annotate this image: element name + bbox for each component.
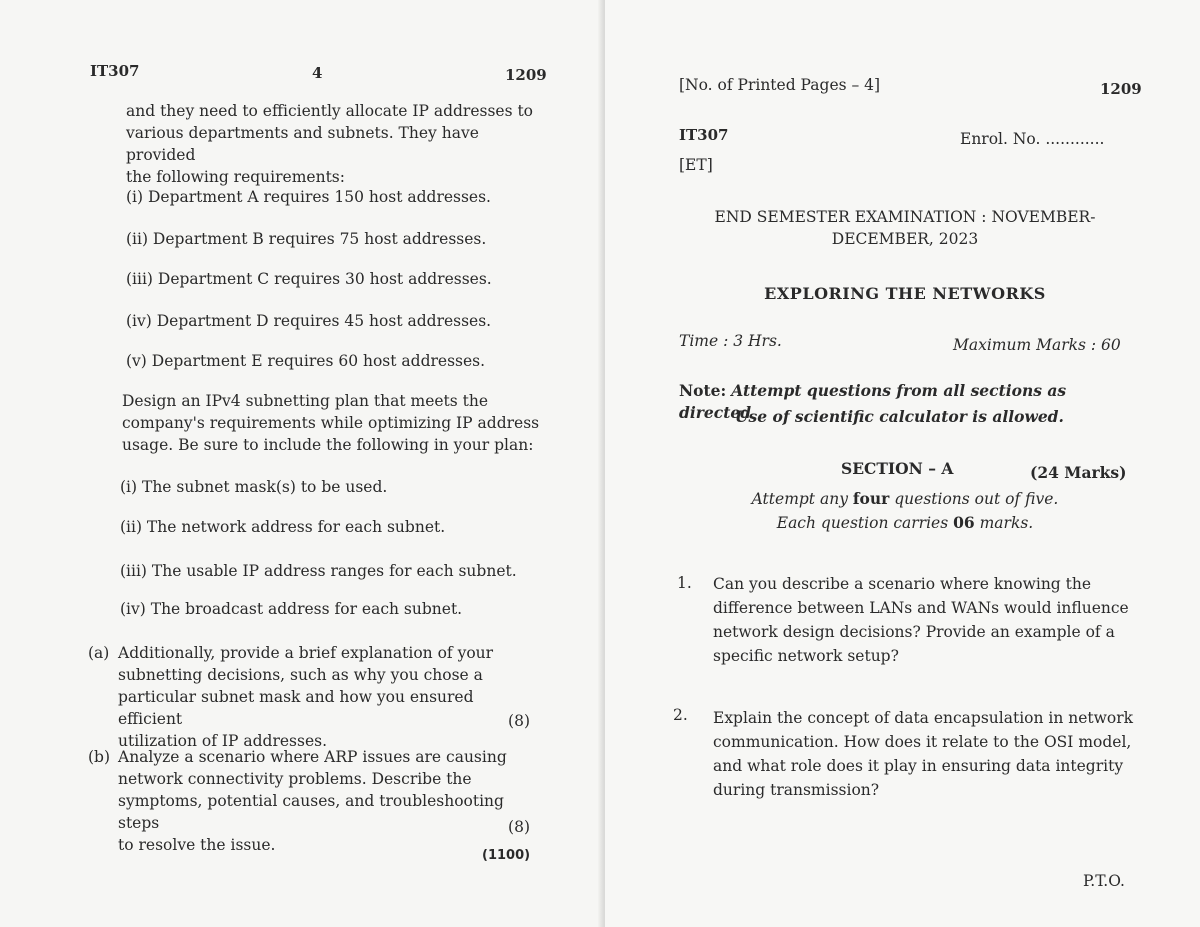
stream-label: [ET] — [679, 156, 713, 174]
plan-item: (iv) The broadcast address for each subnet. — [120, 600, 463, 618]
requirement-item: (iii) Department C requires 30 host addresses. — [126, 270, 492, 288]
instruction-text: questions out of five. — [889, 490, 1059, 508]
part-a-line: Additionally, provide a brief explanation of your — [118, 644, 494, 662]
question-1 — [713, 572, 1143, 668]
right-paper-code: 1209 — [1100, 80, 1142, 98]
question-line: Can you describe a scenario where knowing the — [713, 575, 1092, 593]
note-label: Note: — [679, 381, 727, 400]
design-line: company's requirements while optimizing IP address — [122, 414, 540, 432]
exam-title-line: END SEMESTER EXAMINATION : NOVEMBER- — [714, 208, 1096, 226]
part-a-line: utilization of IP addresses. — [118, 732, 328, 750]
design-line: Design an IPv4 subnetting plan that meets the — [122, 392, 489, 410]
max-marks-label: Maximum Marks : 60 — [953, 336, 1121, 354]
part-a-question — [118, 642, 538, 750]
intro-line: the following requirements: — [126, 168, 345, 186]
question-number: 2. — [673, 706, 688, 724]
question-line: and what role does it play in ensuring data integrity — [713, 757, 1124, 775]
question-line: specific network setup? — [713, 647, 899, 665]
requirement-item: (iv) Department D requires 45 host addresses. — [126, 312, 492, 330]
plan-item: (ii) The network address for each subnet. — [120, 518, 446, 536]
instruction-line-2 — [685, 512, 1125, 534]
plan-item: (i) The subnet mask(s) to be used. — [120, 478, 388, 496]
part-b-label: (b) — [88, 748, 111, 766]
question-line: difference between LANs and WANs would influence — [713, 599, 1129, 617]
left-course-code: IT307 — [90, 62, 140, 80]
part-b-line: network connectivity problems. Describe the — [118, 770, 472, 788]
instruction-text: Attempt any — [751, 490, 853, 508]
intro-line: various departments and subnets. They have provided — [126, 124, 479, 164]
section-title: SECTION – A — [841, 459, 954, 478]
instruction-text: marks. — [974, 514, 1034, 532]
left-paper-code: 1209 — [505, 66, 547, 84]
instruction-bold: four — [852, 489, 890, 508]
note-text: Attempt questions from all sections as directed — [679, 381, 1067, 422]
exam-title — [685, 206, 1125, 250]
part-b-marks: (8) — [508, 818, 530, 836]
part-a-label: (a) — [88, 644, 110, 662]
part-b-line: symptoms, potential causes, and troubleshooting steps — [118, 792, 504, 832]
question-2 — [713, 706, 1153, 802]
footer-code: (1100) — [482, 848, 531, 863]
pto-label: P.T.O. — [1083, 872, 1125, 890]
part-a-marks: (8) — [508, 712, 530, 730]
part-a-line: particular subnet mask and how you ensured efficient — [118, 688, 474, 728]
right-page — [605, 0, 1200, 927]
requirement-item: (i) Department A requires 150 host addresses. — [126, 188, 491, 206]
part-b-line: to resolve the issue. — [118, 836, 276, 854]
part-b-line: Analyze a scenario where ARP issues are causing — [118, 748, 507, 766]
section-marks: (24 Marks) — [1030, 463, 1127, 482]
requirement-item: (ii) Department B requires 75 host addresses. — [126, 230, 487, 248]
exam-title-line: DECEMBER, 2023 — [831, 230, 979, 248]
question-line: network design decisions? Provide an example of a — [713, 623, 1115, 641]
design-line: usage. Be sure to include the following in your plan: — [122, 436, 534, 454]
question-number: 1. — [677, 574, 692, 592]
plan-item: (iii) The usable IP address ranges for each subnet. — [120, 562, 517, 580]
intro-paragraph — [126, 100, 546, 188]
part-b-question — [118, 746, 538, 854]
time-label: Time : 3 Hrs. — [679, 332, 782, 350]
intro-line: and they need to efficiently allocate IP addresses to — [126, 102, 534, 120]
subject-title: EXPLORING THE NETWORKS — [764, 284, 1046, 303]
left-page-number: 4 — [312, 64, 323, 82]
question-line: communication. How does it relate to the OSI model, — [713, 733, 1132, 751]
calculator-note: Use of scientific calculator is allowed. — [735, 407, 1064, 426]
question-line: during transmission? — [713, 781, 880, 799]
instruction-bold: 06 — [953, 513, 975, 532]
right-course-code: IT307 — [679, 126, 729, 144]
enrol-number-field: Enrol. No. ............ — [960, 130, 1105, 148]
requirement-item: (v) Department E requires 60 host addresses. — [126, 352, 486, 370]
printed-pages: [No. of Printed Pages – 4] — [679, 76, 881, 94]
question-line: Explain the concept of data encapsulation in network — [713, 709, 1134, 727]
instruction-text: Each question carries — [776, 514, 954, 532]
part-a-line: subnetting decisions, such as why you chose a — [118, 666, 483, 684]
design-paragraph — [122, 390, 542, 456]
instruction-line-1 — [685, 488, 1125, 510]
